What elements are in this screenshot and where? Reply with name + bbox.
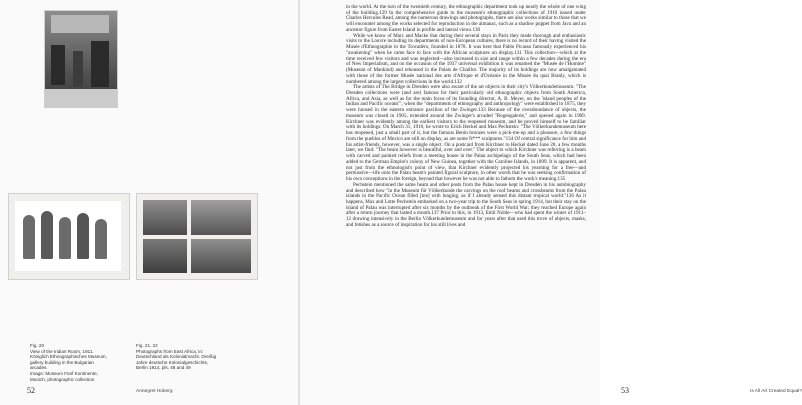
- page-number: 53: [621, 386, 629, 395]
- photo-detail: [77, 213, 89, 259]
- caption-line: Image: Museum Fünf Kontinente,: [30, 370, 98, 376]
- figure-number: Fig. 20: [30, 343, 45, 348]
- caption-line: Königlich Ethnographisches Museum,: [30, 354, 107, 360]
- body-paragraph: While we know of Marc and Macke that during their several stays in Paris they made thorough and enthusiastic visits to the Louvre including its departments of non-European cultures, there is no record of their having visited the Musée d'Ethnographie in the Trocadéro, founded in 1878. It was here that Pablo Picasso famously experienced his "awakening" when he came face to face with the African sculptures on display.131 This collection—which at the time received few visitors and was neglected—also increased in size and range within a few decades during the era of New Imperialism, and on the occasion of the 1937 universal exhibition it was renamed the "Musée de l'Homme" (Museum of Mankind) and rehoused in the Palais de Chaillot. The majority of its holdings are now amalgamated with those of the former Musée national des arts d'Afrique et d'Océanie in the Musée du quai Branly, which is numbered among the largest collections in the world.132: [346, 32, 586, 85]
- photo-detail: [143, 200, 187, 235]
- photo-indian-room: [44, 10, 118, 108]
- photo-detail: [51, 15, 109, 33]
- running-head: Is All Art Created Equal?: [750, 389, 802, 394]
- photo-detail: [73, 51, 83, 87]
- photo-detail: [191, 200, 251, 235]
- body-paragraph: Pechstein mentioned the same beam and other posts from the Palau house kept in Dresden in his autobiography and described how "in the Museum für Völkerkunde the carvings on the roof beams and crossbeams from the Palau islands in the Pacific Ocean filled [me] with longing, as if I already sensed this distant tropical world."136 As it happens, Max and Lotte Pechstein embarked on a two-year trip to the South Seas in spring 1914, but their stay on the island of Palau was interrupted after six months by the outbreak of the First World War; they reached Europe again after a return journey that lasted a month.137 Prior to this, in 1913, Emil Nolde—who had spent the winter of 1911–12 drawing intensively in the Berlin Völkerkundemuseum and for years after that used this trove of objects, masks, and fetishes as a source of inspiration for his still lives and: [346, 181, 586, 228]
- photo-detail: [45, 89, 117, 107]
- photo-detail: [23, 215, 35, 259]
- caption-line: arcades.: [30, 365, 48, 371]
- body-paragraph: The artists of The Bridge in Dresden were also aware of the art objects in their city's Völkerkundemuseum. "The Dresden collections were (and are) famous for their particularly old ethnographic objects from South America, Africa, and Asia, as well as for the main focus of its founding director, A. B. Meyer, on the 'island peoples of the Indian and Pacific oceans'"; when the "departments of ethnography and anthropology" were established in 1875, they were housed in the eastern entrance pavilion of the Zwinger.133 Because of the overabundance of objects, the museum was closed in 1905, extended around the Zwinger's arcaded "Bogengalerie," and opened again in 1909. Kirchner was evidently among the earliest visitors to the reopened museum, and he proved himself to be familiar with its holdings. On March 31, 1910, he wrote to Erich Heckel and Max Pechstein: "The Völkerkundemuseum here has reopened, just a small part of it, but the famous Benin bronzes were a pick-me-up and a pleasure, a few things from the pueblos of Mexico are still on display, as are some N*** sculptures."134 Of central significance for him and his artist-friends, however, was a single object. On a postcard from Kirchner to Heckel dated June 20, a few months later, we find: "The beam however is beautiful, over and over." The object to which Kirchner was referring is a beam with carved and painted reliefs from a meeting house in the Palau archipelago of the South Seas, which had been added to the German Empire's colony of New Guinea, together with the Caroline Islands, in 1899. It is apparent, and not just from the ethnologist's point of view, that Kirchner evidently projected his yearning for a free—and permissive—life onto the Palau beam's painted figural sculpture, in other words that he was seeking confirmation of his own conceptions in the foreign, beyond that however he was not able to fathom the work's meaning.135: [346, 84, 586, 183]
- photo-east-africa-plate-48: [8, 193, 130, 280]
- page-number: 52: [27, 386, 35, 395]
- figure-number: Fig. 21, 22: [136, 343, 158, 348]
- figure-caption: [30, 343, 125, 382]
- photo-east-africa-plate-49: [136, 193, 258, 280]
- photo-detail: [15, 201, 121, 271]
- photo-detail: [91, 41, 109, 87]
- running-head: Annegret Hoberg: [136, 389, 173, 394]
- caption-line: View of the Indian Room, 1911.: [30, 348, 94, 354]
- caption-line: Deutschland als Kolonialmacht. Dreißig: [136, 354, 217, 360]
- photo-detail: [41, 211, 53, 259]
- figure-caption: [136, 343, 231, 371]
- caption-line: Berlin 1914, pls. 48 and 49: [136, 365, 191, 371]
- caption-line: Photographs from East Africa, in:: [136, 348, 204, 354]
- photo-detail: [143, 239, 187, 273]
- body-paragraph: in the world. At the turn of the twentieth century, the ethnographic department took up nearly the whole of one wing of the building.129 In the comprehensive guide to the museum's ethnographic collections of 1910 issued under Charles Hercules Read, among the numerous drawings and photographs, there are also works similar to those that we will encounter among the works selected for reproduction in the almanac, such as a shadow puppet from Java and an ancestor figure from Easter Island in profile and lateral views.130: [346, 4, 586, 33]
- photo-detail: [59, 217, 71, 259]
- photo-detail: [191, 239, 251, 273]
- photo-detail: [51, 45, 65, 85]
- body-text-column: [346, 5, 586, 383]
- caption-line: Jahre deutsche Kolonialgeschichte,: [136, 359, 209, 365]
- photo-detail: [95, 219, 107, 259]
- left-page: [0, 0, 300, 405]
- caption-line: gallery building in the Bulgarian: [30, 359, 94, 365]
- caption-line: Munich, photographic collection: [30, 376, 95, 382]
